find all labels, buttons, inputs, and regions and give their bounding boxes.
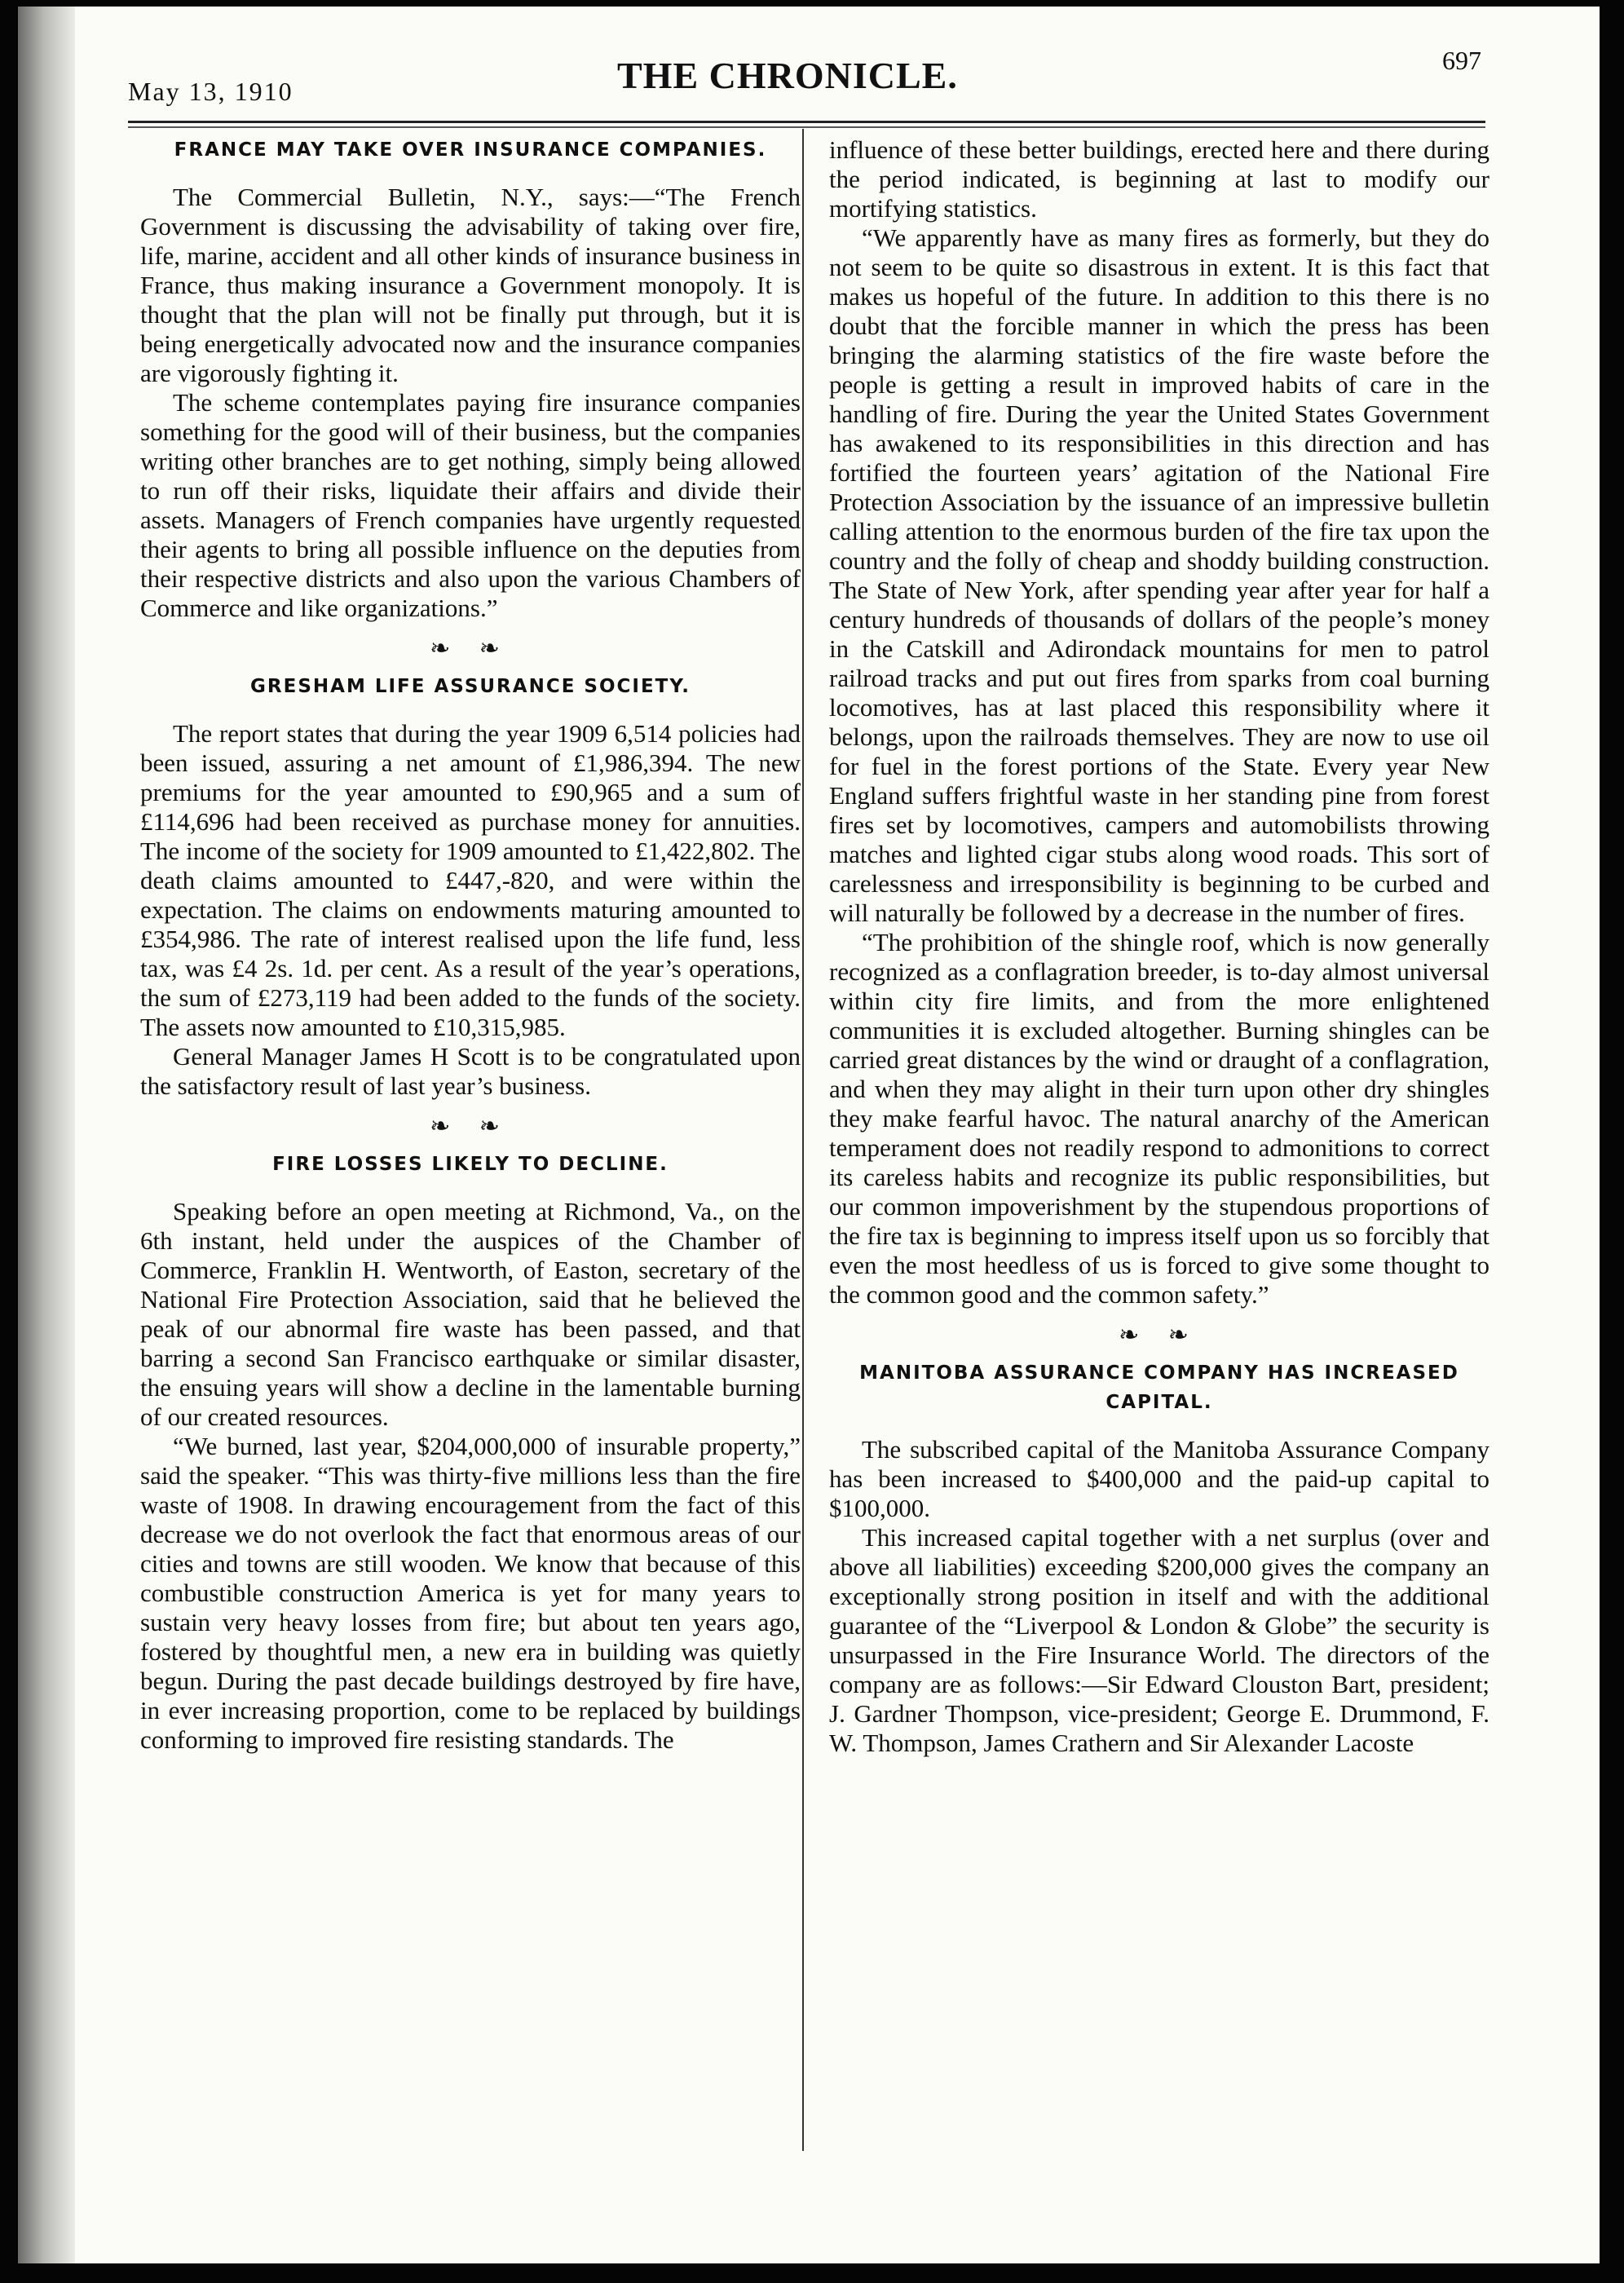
article-paragraph: “We apparently have as many fires as formerly, but they do not seem to be quite so disastrous in extent. It is this fact that makes us hopeful of the future. In addition to this there is no doubt that the forcible manner in which the press has been bringing the alarming statistics of the fire waste before the people is getting a result in improved habits of care in the handling of fire. During the year the United States Government has awakened to its responsibilities in this direction and has fortified the fourteen years’ agitation of the National Fire Protection Association by the issuance of an impressive bulletin calling attention to the enormous burden of the fire tax upon the country and the folly of cheap and shoddy building construction. The State of New York, after spending year after year for half a century hundreds of thousands of dollars of the people’s money in the Catskill and Adirondack mountains for men to patrol railroad tracks and put out fires from sparks from coal burning locomotives, has at last placed this responsibility where it belongs, upon the railroads themselves. They are now to use oil for fuel in the forest portions of the State. Every year New England suffers frightful waste in her standing pine from forest fires set by locomotives, campers and automobilists throwing matches and lighted cigar stubs along wood roads. This sort of carelessness and irresponsibility is beginning to be curbed and will naturally be followed by a decrease in the number of fires.	[829, 223, 1489, 927]
article-paragraph: “We burned, last year, $204,000,000 of insurable property,” said the speaker. “This was thirty-five millions less than the fire waste of 1908. In drawing encouragement from the fact of this decrease we do not overlook the fact that enormous areas of our cities and towns are still wooden. We know that because of this combustible construction America is yet for many years to sustain very heavy losses from fire; but about ten years ago, fostered by thoughtful men, a new era in building was quietly begun. During the past decade buildings destroyed by fire have, in ever increasing proportion, come to be replaced by buildings conforming to improved fire resisting standards. The	[140, 1432, 801, 1754]
article-paragraph: General Manager James H Scott is to be congratulated upon the satisfactory result of last year’s business.	[140, 1042, 801, 1100]
page-number: 697	[1442, 46, 1481, 75]
article-gresham	[140, 672, 801, 1101]
ornament-divider: ❧ ❧	[430, 635, 511, 662]
column-divider	[802, 129, 804, 2151]
article-paragraph: This increased capital together with a net surplus (over and above all liabilities) exceeding $200,000 gives the company an exceptionally strong position in itself and with the additional guarantee of the “Liverpool & London & Globe” the security is unsurpassed in the Fire Insurance World. The directors of the company are as follows:—Sir Edward Clouston Bart, president; J. Gardner Thompson, vice-president; George E. Drummond, F. W. Thompson, James Crathern and Sir Alexander Lacoste	[829, 1523, 1489, 1757]
article-paragraph: “The prohibition of the shingle roof, which is now generally recognized as a conflagration breeder, is to-day almost universal within city fire limits, and from the more enlightened communities it is excluded altogether. Burning shingles can be carried great distances by the wind or draught of a conflagration, and when they may alight in their turn upon other dry shingles they make fearful havoc. The natural anarchy of the American temperament does not readily respond to admonitions to correct its careless habits and recognize its public responsibilities, but our common impoverishment by the stupendous proportions of the fire tax is beginning to impress itself upon us so forcibly that even the most heedless of us is forced to give some thought to the common good and the common safety.”	[829, 928, 1489, 1309]
issue-date: May 13, 1910	[128, 77, 293, 106]
article-title: MANITOBA ASSURANCE COMPANY HAS INCREASED CAPITAL.	[859, 1362, 1459, 1413]
running-head	[128, 46, 1481, 106]
right-column	[829, 135, 1489, 1758]
article-france	[140, 135, 801, 623]
article-fire-losses	[140, 1150, 801, 1755]
article-paragraph: The scheme contemplates paying fire insurance companies something for the good will of their business, but the companies writing other branches are to get nothing, simply being allowed to run off their risks, liquidate their affairs and divide their assets. Managers of French companies have urgently requested their agents to bring all possible influence on the deputies from their respective districts and also upon the various Chambers of Commerce and like organizations.”	[140, 388, 801, 622]
article-title: GRESHAM LIFE ASSURANCE SOCIETY.	[250, 676, 691, 697]
article-paragraph: The report states that during the year 1909 6,514 policies had been issued, assuring a net amount of £1,986,394. The new premiums for the year amounted to £90,965 and a sum of £114,696 had been received as purchase money for annuities. The income of the society for 1909 amounted to £1,422,802. The death claims amounted to £447,-820, and were within the expectation. The claims on endowments maturing amounted to £354,986. The rate of interest realised upon the life fund, less tax, was £4 2s. 1d. per cent. As a result of the year’s operations, the sum of £273,119 had been added to the funds of the society. The assets now amounted to £10,315,985.	[140, 719, 801, 1041]
article-paragraph: The Commercial Bulletin, N.Y., says:—“The French Government is discussing the advisability of taking over fire, life, marine, accident and all other kinds of insurance business in France, thus making insurance a Government monopoly. It is thought that the plan will not be finally put through, but it is being energetically advocated now and the insurance companies are vigorously fighting it.	[140, 183, 801, 387]
article-paragraph-continued: influence of these better buildings, erected here and there during the period indicated, is beginning at last to modify our mortifying statistics.	[829, 135, 1489, 223]
article-manitoba	[829, 1358, 1489, 1758]
article-title: FRANCE MAY TAKE OVER INSURANCE COMPANIES.	[174, 139, 767, 161]
ornament-divider: ❧ ❧	[430, 1113, 511, 1140]
left-column	[140, 135, 801, 1755]
publication-title: THE CHRONICLE.	[617, 55, 958, 96]
binding-shadow	[18, 7, 75, 2263]
header-rule	[128, 121, 1485, 128]
newspaper-page	[18, 7, 1600, 2263]
article-title: FIRE LOSSES LIKELY TO DECLINE.	[272, 1154, 669, 1175]
article-paragraph: The subscribed capital of the Manitoba Assurance Company has been increased to $400,000 and the paid-up capital to $100,000.	[829, 1435, 1489, 1522]
article-paragraph: Speaking before an open meeting at Richmond, Va., on the 6th instant, held under the auspices of the Chamber of Commerce, Franklin H. Wentworth, of Easton, secretary of the National Fire Protection Association, said that he believed the peak of our abnormal fire waste has been passed, and that barring a second San Francisco earthquake or similar disaster, the ensuing years will show a decline in the lamentable burning of our created resources.	[140, 1197, 801, 1431]
ornament-divider: ❧ ❧	[1119, 1322, 1200, 1349]
